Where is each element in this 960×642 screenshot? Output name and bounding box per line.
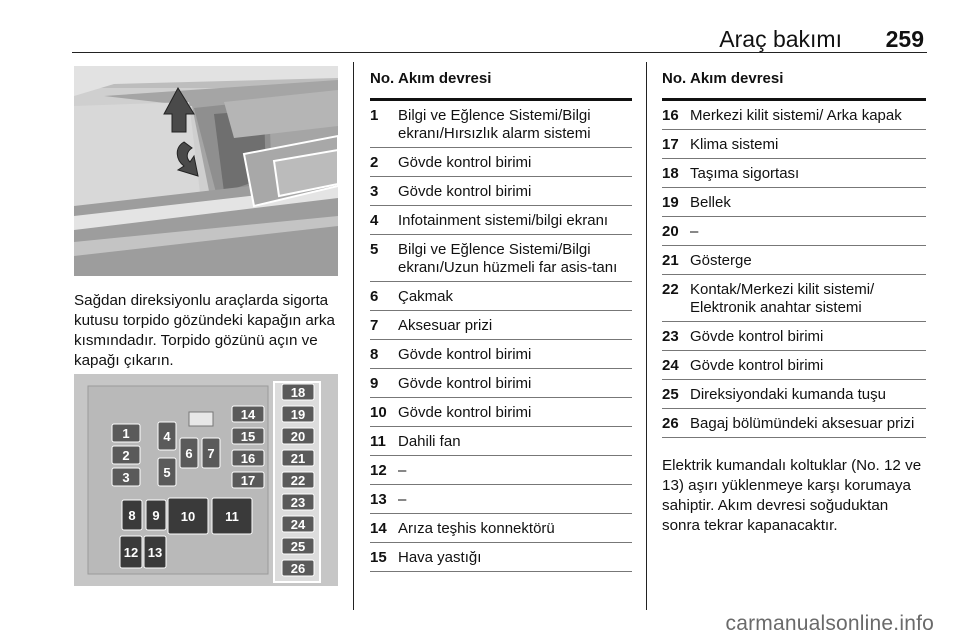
table-row [370,311,632,340]
fuse-number: 20 [662,223,679,240]
table-header [662,70,926,101]
fuse-table-right [662,70,926,438]
circuit-description: Hava yastığı [398,549,482,566]
table-row [662,188,926,217]
fuse-label-22: 22 [290,473,306,488]
fuse-number: 15 [370,549,387,566]
fuse-number: 14 [370,520,387,537]
fuse-number: 23 [662,328,679,345]
fuse-number: 7 [370,317,379,334]
column-header-no: No. [370,70,395,87]
circuit-description: Gövde kontrol birimi [398,404,532,421]
circuit-description: Dahili fan [398,433,461,450]
fuse-number: 22 [662,281,679,298]
column-header-no: No. [662,70,687,87]
circuit-description: Gövde kontrol birimi [398,346,532,363]
table-row [370,369,632,398]
fuse-label-20: 20 [290,429,306,444]
column-divider-left [353,62,354,610]
table-row [370,340,632,369]
fuse-label-2: 2 [122,448,130,463]
fuse-label-24: 24 [290,517,306,532]
table-row [370,206,632,235]
fuse-label-8: 8 [128,508,136,523]
table-row [662,246,926,275]
table-row [662,380,926,409]
page-header-title: Araç bakımı [719,26,842,52]
table-row [662,275,926,322]
table-row [370,514,632,543]
fuse-label-4: 4 [163,429,171,444]
page-number: 259 [885,26,924,52]
table-row [662,159,926,188]
table-row [370,543,632,572]
circuit-description: – [398,491,407,508]
header-divider [72,52,927,53]
table-header [370,70,632,101]
table-row [370,485,632,514]
table-row [370,456,632,485]
fuse-label-14: 14 [240,407,256,422]
fuse-number: 21 [662,252,679,269]
circuit-description: Kontak/Merkezi kilit sistemi/ Elektronik anahtar sistemi [690,281,875,316]
fuse-number: 11 [370,433,386,450]
fuse-number: 6 [370,288,379,305]
circuit-description: Merkezi kilit sistemi/ Arka kapak [690,107,902,124]
fuse-number: 10 [370,404,387,421]
column-header-circuit: Akım devresi [690,70,784,87]
table-row [370,101,632,148]
table-row [662,101,926,130]
fuse-label-6: 6 [185,446,193,461]
fuse-label-26: 26 [290,561,306,576]
fuse-label-1: 1 [122,426,130,441]
fuse-number: 5 [370,241,379,258]
circuit-description: Gövde kontrol birimi [690,357,824,374]
fuse-table-left [370,70,632,572]
circuit-description: Gövde kontrol birimi [398,375,532,392]
circuit-description: Bellek [690,194,731,211]
fuse-number: 18 [662,165,679,182]
table-row [662,217,926,246]
table-row [370,282,632,311]
fuse-number: 25 [662,386,679,403]
fuse-label-17: 17 [240,473,256,488]
circuit-description: – [398,462,407,479]
table-row [662,130,926,159]
glovebox-photo [74,66,338,276]
circuit-description: Gösterge [690,252,752,269]
fuse-label-11: 11 [225,509,239,524]
circuit-description: – [690,223,699,240]
fuse-label-15: 15 [240,429,256,444]
fuse-number: 8 [370,346,379,363]
fuse-label-23: 23 [290,495,306,510]
fuse-number: 13 [370,491,387,508]
fuse-box-diagram [74,374,338,586]
circuit-description: Klima sistemi [690,136,779,153]
fuse-label-7: 7 [207,446,215,461]
fuse-label-21: 21 [290,451,306,466]
circuit-description: Bagaj bölümündeki aksesuar prizi [690,415,915,432]
circuit-description: Bilgi ve Eğlence Sistemi/Bilgi ekranı/Uzun hüzmeli far asis-tanı [398,241,618,276]
fuse-number: 17 [662,136,679,153]
fuse-number: 3 [370,183,379,200]
column-divider-right [646,62,647,610]
circuit-description: Bilgi ve Eğlence Sistemi/Bilgi ekranı/Hırsızlık alarm sistemi [398,107,591,142]
circuit-description: Arıza teşhis konnektörü [398,520,555,537]
circuit-description: Infotainment sistemi/bilgi ekranı [398,212,609,229]
table-row [370,398,632,427]
circuit-description: Gövde kontrol birimi [398,183,532,200]
circuit-description: Gövde kontrol birimi [398,154,532,171]
table-row [662,409,926,438]
photo-caption: Sağdan direksiyonlu araçlarda sigorta kutusu torpido gözündeki kapağın arka kısmındadır. Torpido gözünü açın ve kapağı çıkarın. [74,292,335,369]
fuse-number: 1 [370,107,379,124]
fuse-number: 4 [370,212,379,229]
fuse-label-10: 10 [180,509,196,524]
fuse-number: 12 [370,462,387,479]
table-row [370,427,632,456]
table-row [370,148,632,177]
fuse-label-3: 3 [122,470,130,485]
fuse-label-25: 25 [290,539,306,554]
fuse-number: 26 [662,415,679,432]
fuse-number: 2 [370,154,379,171]
circuit-description: Çakmak [398,288,454,305]
fuse-label-18: 18 [290,385,306,400]
fuse-label-5: 5 [163,465,171,480]
fuse-label-16: 16 [240,451,256,466]
fuse-label-13: 13 [147,545,163,560]
fuse-label-12: 12 [123,545,139,560]
table-row [370,177,632,206]
circuit-description: Gövde kontrol birimi [690,328,824,345]
circuit-description: Taşıma sigortası [690,165,800,182]
table-row [662,351,926,380]
fuse-label-9: 9 [152,508,160,523]
watermark: carmanualsonline.info [725,612,934,635]
table-row [370,235,632,282]
circuit-description: Direksiyondaki kumanda tuşu [690,386,886,403]
fuse-number: 19 [662,194,679,211]
circuit-description: Aksesuar prizi [398,317,493,334]
fuse-label-19: 19 [290,407,306,422]
column-header-circuit: Akım devresi [398,70,492,87]
table-row [662,322,926,351]
fuse-number: 24 [662,357,679,374]
fuse-number: 9 [370,375,379,392]
power-seat-note: Elektrik kumandalı koltuklar (No. 12 ve 13) aşırı yüklenmeye karşı korumaya sahiptir. Akım devresi soğuduktan sonra tekrar kapanacaktır. [662,457,922,534]
fuse-number: 16 [662,107,679,124]
